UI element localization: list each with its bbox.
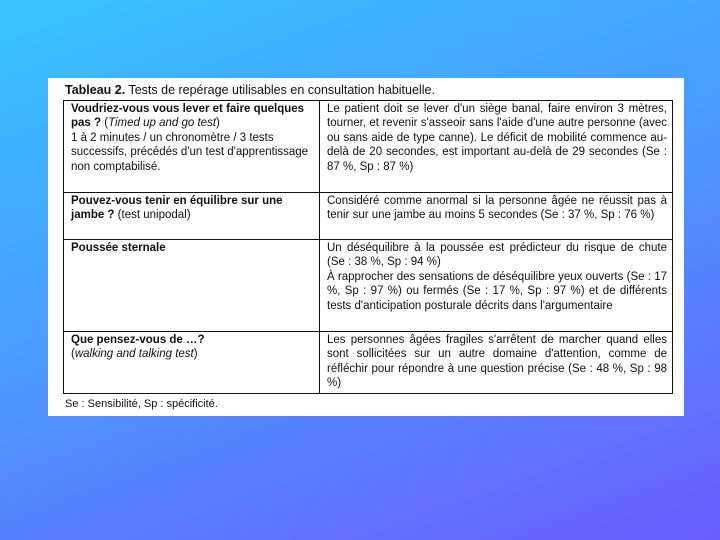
caption-label: Tableau 2. [65, 83, 126, 97]
test-question-cell: Voudriez-vous vous lever et faire quelques pas ? (Timed up and go test) 1 à 2 minutes / un chronomètre / 3 tests successifs, précédés d'un test d'apprentissage non comptabilisé. [64, 101, 320, 193]
test-details: 1 à 2 minutes / un chronomètre / 3 tests successifs, précédés d'un test d'apprentissage non comptabilisé. [71, 131, 309, 173]
test-question: Que pensez-vous de …? [71, 334, 205, 346]
test-question: Poussée sternale [71, 242, 166, 254]
test-name: Timed up and go test [108, 117, 217, 130]
test-description-cell [320, 101, 673, 193]
table-row [64, 101, 673, 193]
table-caption [65, 83, 435, 97]
test-name: walking and talking test [74, 348, 194, 361]
table-row [64, 332, 673, 394]
test-question: Voudriez-vous vous lever et faire quelques pas ? [71, 103, 305, 130]
table-footnote: Se : Sensibilité, Sp : spécificité. [65, 398, 218, 410]
test-name: (test unipodal) [114, 209, 191, 222]
test-question-cell: Que pensez-vous de …? (walking and talking test) [64, 332, 320, 394]
test-description: Considéré comme anormal si la personne âgée ne réussit pas à tenir sur une jambe au moins 5 secondes (Se : 37 %, Sp : 76 %) [327, 195, 667, 222]
document-sheet [48, 78, 684, 416]
test-description-cell [320, 332, 673, 394]
caption-text: Tests de repérage utilisables en consultation habituelle. [125, 83, 435, 97]
test-description-cell [320, 240, 673, 332]
screening-tests-table [63, 100, 673, 394]
test-description: Le patient doit se lever d'un siège banal, faire environ 3 mètres, tourner, et revenir s'asseoir sans l'aide d'une autre personne (avec ou sans aide de type canne). Le déficit de mobilité commence au-delà de 20 secondes, est important au-delà de 29 secondes (Se : 87 %, Sp : 87 %) [327, 103, 667, 173]
table-row [64, 240, 673, 332]
test-description-cell [320, 193, 673, 240]
test-question-cell [64, 193, 320, 240]
test-description-extra: À rapprocher des sensations de déséquilibre yeux ouverts (Se : 17 %, Sp : 97 %) ou fermés (Se : 17 %, Sp : 97 %) et de différents tests d'anticipation posturale décrits dans l'argumentaire [327, 270, 667, 312]
test-question: Pouvez-vous tenir en équilibre sur une jambe ? [71, 195, 283, 222]
test-description: Les personnes âgées fragiles s'arrêtent de marcher quand elles sont sollicitées sur un autre domaine d'attention, comme de réfléchir pour répondre à une question précise (Se : 48 %, Sp : 98 %) [327, 334, 667, 390]
test-question-cell [64, 240, 320, 332]
test-description: Un déséquilibre à la poussée est prédicteur du risque de chute (Se : 38 %, Sp : 94 %) [327, 242, 667, 269]
table-row [64, 193, 673, 240]
